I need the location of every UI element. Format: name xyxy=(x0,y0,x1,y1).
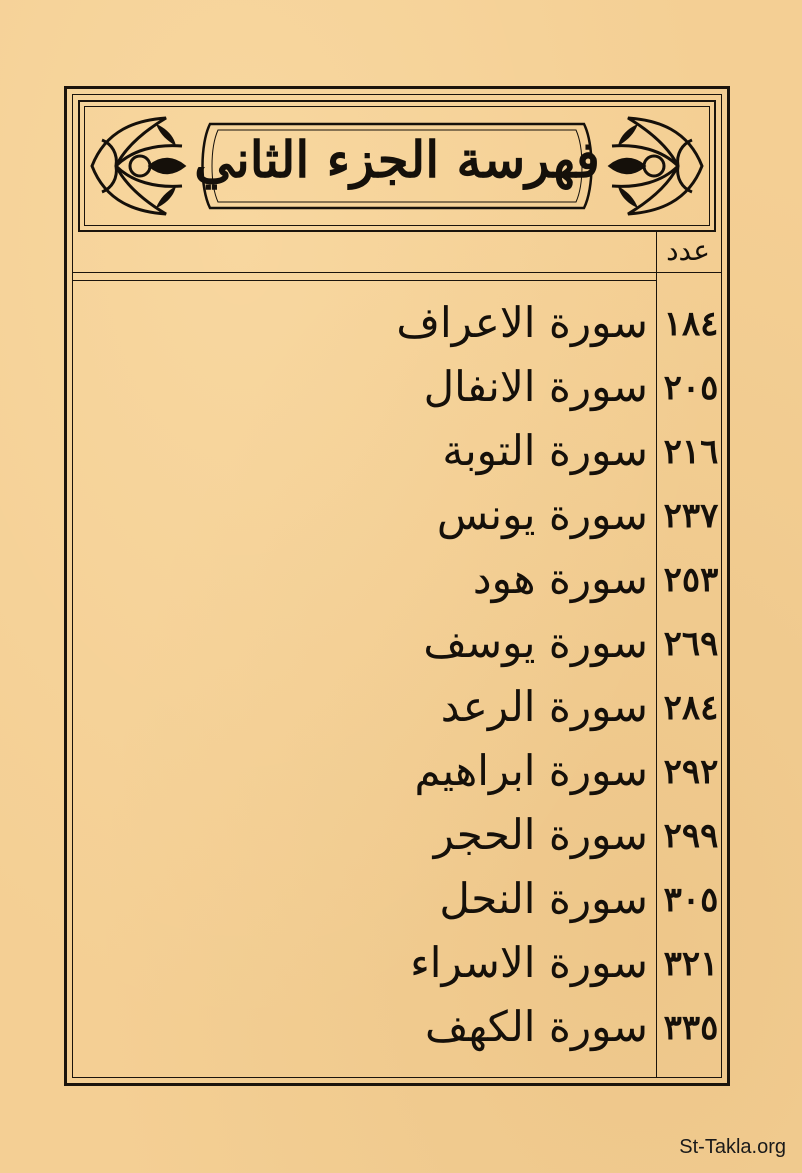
number-column-header: عدد xyxy=(666,234,710,267)
surah-name: سورة الانفال xyxy=(423,362,648,411)
surah-name: سورة الكهف xyxy=(424,1002,648,1051)
list-item xyxy=(72,552,722,616)
surah-name: سورة الحجر xyxy=(433,810,648,859)
watermark-text: St-Takla.org xyxy=(679,1136,786,1158)
page-number: ٢٩٢ xyxy=(663,752,719,792)
index-list xyxy=(72,296,722,1066)
surah-name: سورة التوبة xyxy=(442,426,648,475)
list-item xyxy=(72,488,722,552)
surah-name: سورة الرعد xyxy=(440,682,648,731)
list-item xyxy=(72,424,722,488)
list-item xyxy=(72,1000,722,1064)
surah-name: سورة يونس xyxy=(436,490,648,539)
list-item xyxy=(72,296,722,360)
list-item xyxy=(72,680,722,744)
page-number: ٢٥٣ xyxy=(663,560,719,600)
list-item xyxy=(72,936,722,1000)
page-number: ٢٩٩ xyxy=(663,816,719,856)
page-number: ٢١٦ xyxy=(663,432,719,472)
arabesque-ornament-right xyxy=(604,110,708,222)
page-number: ٣٣٥ xyxy=(663,1008,719,1048)
page-number: ٢٦٩ xyxy=(663,624,719,664)
surah-name: سورة ابراهيم xyxy=(414,746,648,795)
page-number: ١٨٤ xyxy=(663,304,719,344)
page-number: ٢٨٤ xyxy=(663,688,719,728)
surah-name: سورة الاسراء xyxy=(410,938,648,987)
title-cartouche xyxy=(190,114,604,218)
header-row-line-secondary xyxy=(72,280,656,281)
list-item xyxy=(72,872,722,936)
page-number: ٣٢١ xyxy=(663,944,719,984)
surah-name: سورة يوسف xyxy=(423,618,648,667)
list-item xyxy=(72,744,722,808)
header-row-line xyxy=(72,272,722,273)
list-item xyxy=(72,808,722,872)
page-number: ٣٠٥ xyxy=(663,880,719,920)
surah-name: سورة النحل xyxy=(439,874,648,923)
surah-name: سورة هود xyxy=(472,554,648,603)
page-number: ٢٣٧ xyxy=(663,496,719,536)
surah-name: سورة الاعراف xyxy=(396,298,648,347)
list-item xyxy=(72,360,722,424)
page-number: ٢٠٥ xyxy=(663,368,719,408)
list-item xyxy=(72,616,722,680)
page-title: فهرسة الجزء الثاني xyxy=(194,130,600,189)
arabesque-ornament-left xyxy=(86,110,190,222)
